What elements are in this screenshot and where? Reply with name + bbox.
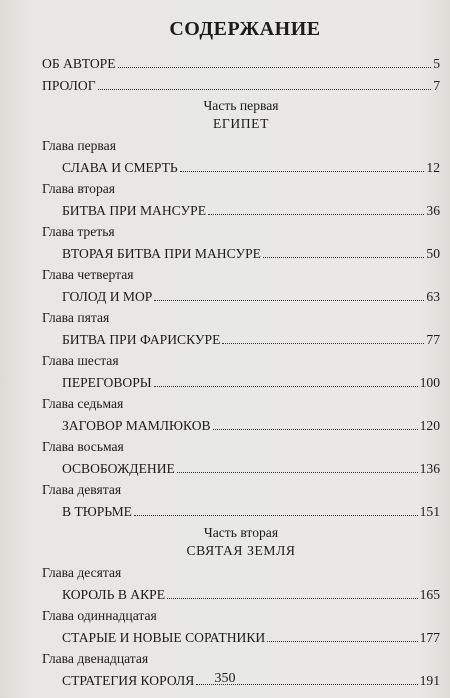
chapter-title: СТРАТЕГИЯ КОРОЛЯ xyxy=(62,673,195,688)
dot-leader xyxy=(180,171,425,172)
chapter-title: СТАРЫЕ И НОВЫЕ СОРАТНИКИ xyxy=(62,630,266,645)
part-label: Часть первая xyxy=(203,98,279,113)
toc-entry xyxy=(42,417,440,435)
toc-entry xyxy=(42,331,440,349)
chapter-page: 191 xyxy=(419,673,440,688)
chapter-1 xyxy=(42,137,440,177)
chapter-title: ЗАГОВОР МАМЛЮКОВ xyxy=(62,418,211,433)
chapter-page: 120 xyxy=(419,418,440,433)
chapter-page: 100 xyxy=(419,375,440,390)
chapter-number: Глава седьмая xyxy=(42,396,124,411)
chapter-title: БИТВА ПРИ ФАРИСКУРЕ xyxy=(62,332,221,347)
dot-leader xyxy=(213,429,418,430)
part-label: Часть вторая xyxy=(203,525,279,540)
dot-leader xyxy=(267,641,417,642)
toc-entry xyxy=(42,629,440,647)
chapter-title: КОРОЛЬ В АКРЕ xyxy=(62,587,166,602)
chapter-number: Глава пятая xyxy=(42,310,110,325)
toc-entry xyxy=(42,288,440,306)
chapter-9 xyxy=(42,481,440,521)
chapter-3 xyxy=(42,223,440,263)
toc-entry-prologue xyxy=(42,77,440,95)
chapter-title: ВТОРАЯ БИТВА ПРИ МАНСУРЕ xyxy=(62,246,261,261)
dot-leader xyxy=(98,89,432,90)
chapter-number: Глава шестая xyxy=(42,353,119,368)
chapter-title: БИТВА ПРИ МАНСУРЕ xyxy=(62,203,207,218)
dot-leader xyxy=(222,343,424,344)
toc-entry xyxy=(42,159,440,177)
page-title: СОДЕРЖАНИЕ xyxy=(169,18,321,40)
page-number: 350 xyxy=(214,671,236,686)
chapter-page: 63 xyxy=(426,289,440,304)
chapter-page: 50 xyxy=(426,246,440,261)
toc-entry xyxy=(42,202,440,220)
toc-entry-page: 5 xyxy=(433,56,440,71)
chapter-title: ПЕРЕГОВОРЫ xyxy=(62,375,152,390)
chapter-page: 165 xyxy=(419,587,440,602)
chapter-7 xyxy=(42,395,440,435)
chapter-title: ГОЛОД И МОР xyxy=(62,289,153,304)
chapter-number: Глава первая xyxy=(42,138,116,153)
dot-leader xyxy=(118,67,432,68)
toc-entry-label: ПРОЛОГ xyxy=(42,78,96,93)
dot-leader xyxy=(263,257,424,258)
chapter-number: Глава девятая xyxy=(42,482,122,497)
chapter-6 xyxy=(42,352,440,392)
chapter-11 xyxy=(42,607,440,647)
dot-leader xyxy=(167,598,418,599)
toc-entry-label: ОБ АВТОРЕ xyxy=(42,56,116,71)
toc-entry xyxy=(42,503,440,521)
toc-entry xyxy=(42,374,440,392)
chapter-2 xyxy=(42,180,440,220)
chapter-number: Глава двенадцатая xyxy=(42,651,149,666)
dot-leader xyxy=(154,386,418,387)
chapter-10 xyxy=(42,564,440,604)
part-title: СВЯТАЯ ЗЕМЛЯ xyxy=(186,543,296,558)
chapter-title: СЛАВА И СМЕРТЬ xyxy=(62,160,178,175)
chapter-5 xyxy=(42,309,440,349)
part-title: ЕГИПЕТ xyxy=(212,116,269,131)
chapter-number: Глава вторая xyxy=(42,181,116,196)
toc-entry xyxy=(42,245,440,263)
chapter-page: 151 xyxy=(419,504,440,519)
toc-entry xyxy=(42,586,440,604)
chapter-number: Глава восьмая xyxy=(42,439,124,454)
chapter-title: ОСВОБОЖДЕНИЕ xyxy=(62,461,175,476)
chapter-number: Глава одиннадцатая xyxy=(42,608,157,623)
chapter-page: 12 xyxy=(426,160,440,175)
dot-leader xyxy=(208,214,424,215)
chapter-page: 177 xyxy=(419,630,440,645)
dot-leader xyxy=(134,515,418,516)
chapter-number: Глава третья xyxy=(42,224,115,239)
chapter-page: 36 xyxy=(426,203,440,218)
toc-entry xyxy=(42,460,440,478)
chapter-number: Глава десятая xyxy=(42,565,122,580)
chapter-page: 136 xyxy=(419,461,440,476)
toc-entry-page: 7 xyxy=(433,78,440,93)
dot-leader xyxy=(177,472,418,473)
dot-leader xyxy=(154,300,424,301)
chapter-title: В ТЮРЬМЕ xyxy=(62,504,132,519)
chapter-page: 77 xyxy=(426,332,440,347)
toc-entry-about-author xyxy=(42,55,440,73)
chapter-number: Глава четвертая xyxy=(42,267,134,282)
chapter-4 xyxy=(42,266,440,306)
chapter-8 xyxy=(42,438,440,478)
